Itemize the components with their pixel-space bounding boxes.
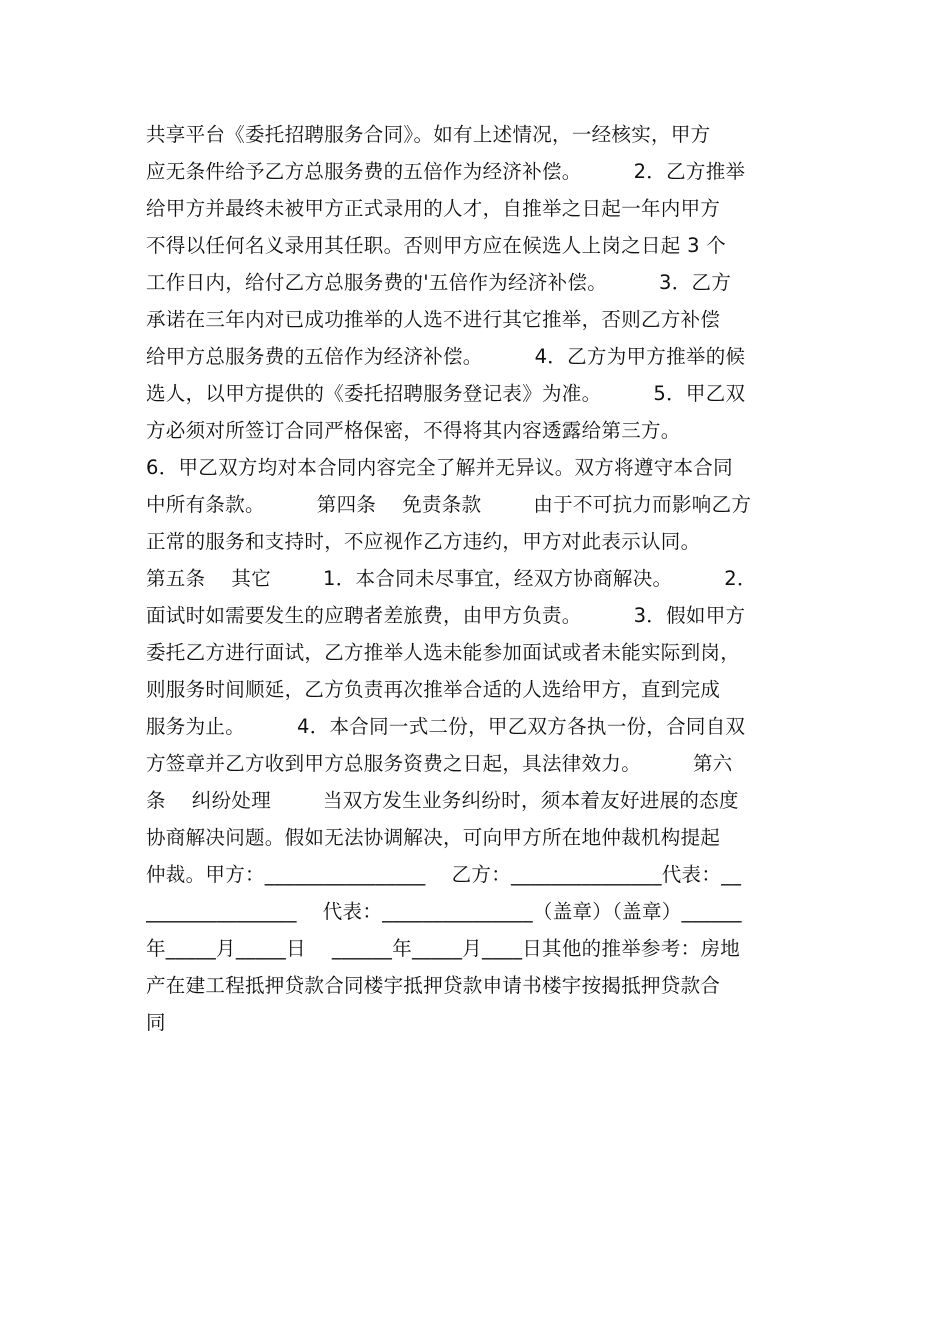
contract-body bbox=[146, 116, 818, 1041]
text-line: 则服务时间顺延，乙方负责再次推举合适的人选给甲方，直到完成 bbox=[146, 678, 721, 701]
date-line: 年_____月_____日 ______年_____月____日其他的推举参考：房地 bbox=[146, 937, 741, 960]
text-line: 应无条件给予乙方总服务费的五倍作为经济补偿。 2．乙方推举 bbox=[146, 160, 746, 183]
text-line: 协商解决问题。假如无法协调解决，可向甲方所在地仲裁机构提起 bbox=[146, 826, 721, 849]
text-line: 共享平台《委托招聘服务合同》。如有上述情况，一经核实，甲方 bbox=[146, 123, 711, 146]
text-line: 给甲方并最终未被甲方正式录用的人才，自推举之日起一年内甲方 bbox=[146, 197, 721, 220]
text-line: 服务为止。 4．本合同一式二份，甲乙双方各执一份，合同自双 bbox=[146, 715, 746, 738]
text-line: 正常的服务和支持时，不应视作乙方违约，甲方对此表示认同。 bbox=[146, 530, 701, 553]
text-line: 承诺在三年内对已成功推举的人选不进行其它推举，否则乙方补偿 bbox=[146, 308, 721, 331]
text-line: 同 bbox=[146, 1011, 166, 1034]
text-line: 给甲方总服务费的五倍作为经济补偿。 4．乙方为甲方推举的候 bbox=[146, 345, 746, 368]
text-line: 面试时如需要发生的应聘者差旅费，由甲方负责。 3．假如甲方 bbox=[146, 604, 746, 627]
text-line: 第五条 其它 1．本合同未尽事宜，经双方协商解决。 2． bbox=[146, 567, 757, 590]
text-line: 条 纠纷处理 当双方发生业务纠纷时，须本着友好进展的态度 bbox=[146, 789, 739, 812]
text-line: 选人，以甲方提供的《委托招聘服务登记表》为准。 5．甲乙双 bbox=[146, 382, 746, 405]
text-line: 方必须对所签订合同严格保密，不得将其内容透露给第三方。 bbox=[146, 419, 681, 442]
signature-line: _______________ 代表：_______________（盖章）（盖章）______ bbox=[146, 900, 742, 923]
text-line: 不得以任何名义录用其任职。否则甲方应在候选人上岗之日起 3 个 bbox=[146, 234, 727, 257]
signature-line: 仲裁。甲方：________________ 乙方：_______________代表：__ bbox=[146, 863, 742, 886]
text-line: 委托乙方进行面试，乙方推举人选未能参加面试或者未能实际到岗， bbox=[146, 641, 741, 664]
text-line: 方签章并乙方收到甲方总服务资费之日起，具法律效力。 第六 bbox=[146, 752, 733, 775]
text-line: 中所有条款。 第四条 免责条款 由于不可抗力而影响乙方 bbox=[146, 493, 752, 516]
text-line: 工作日内，给付乙方总服务费的'五倍作为经济补偿。 3．乙方 bbox=[146, 271, 732, 294]
text-line: 产在建工程抵押贷款合同楼宇抵押贷款申请书楼宇按揭抵押贷款合 bbox=[146, 974, 721, 997]
text-line: 6．甲乙双方均对本合同内容完全了解并无异议。双方将遵守本合同 bbox=[146, 456, 733, 479]
